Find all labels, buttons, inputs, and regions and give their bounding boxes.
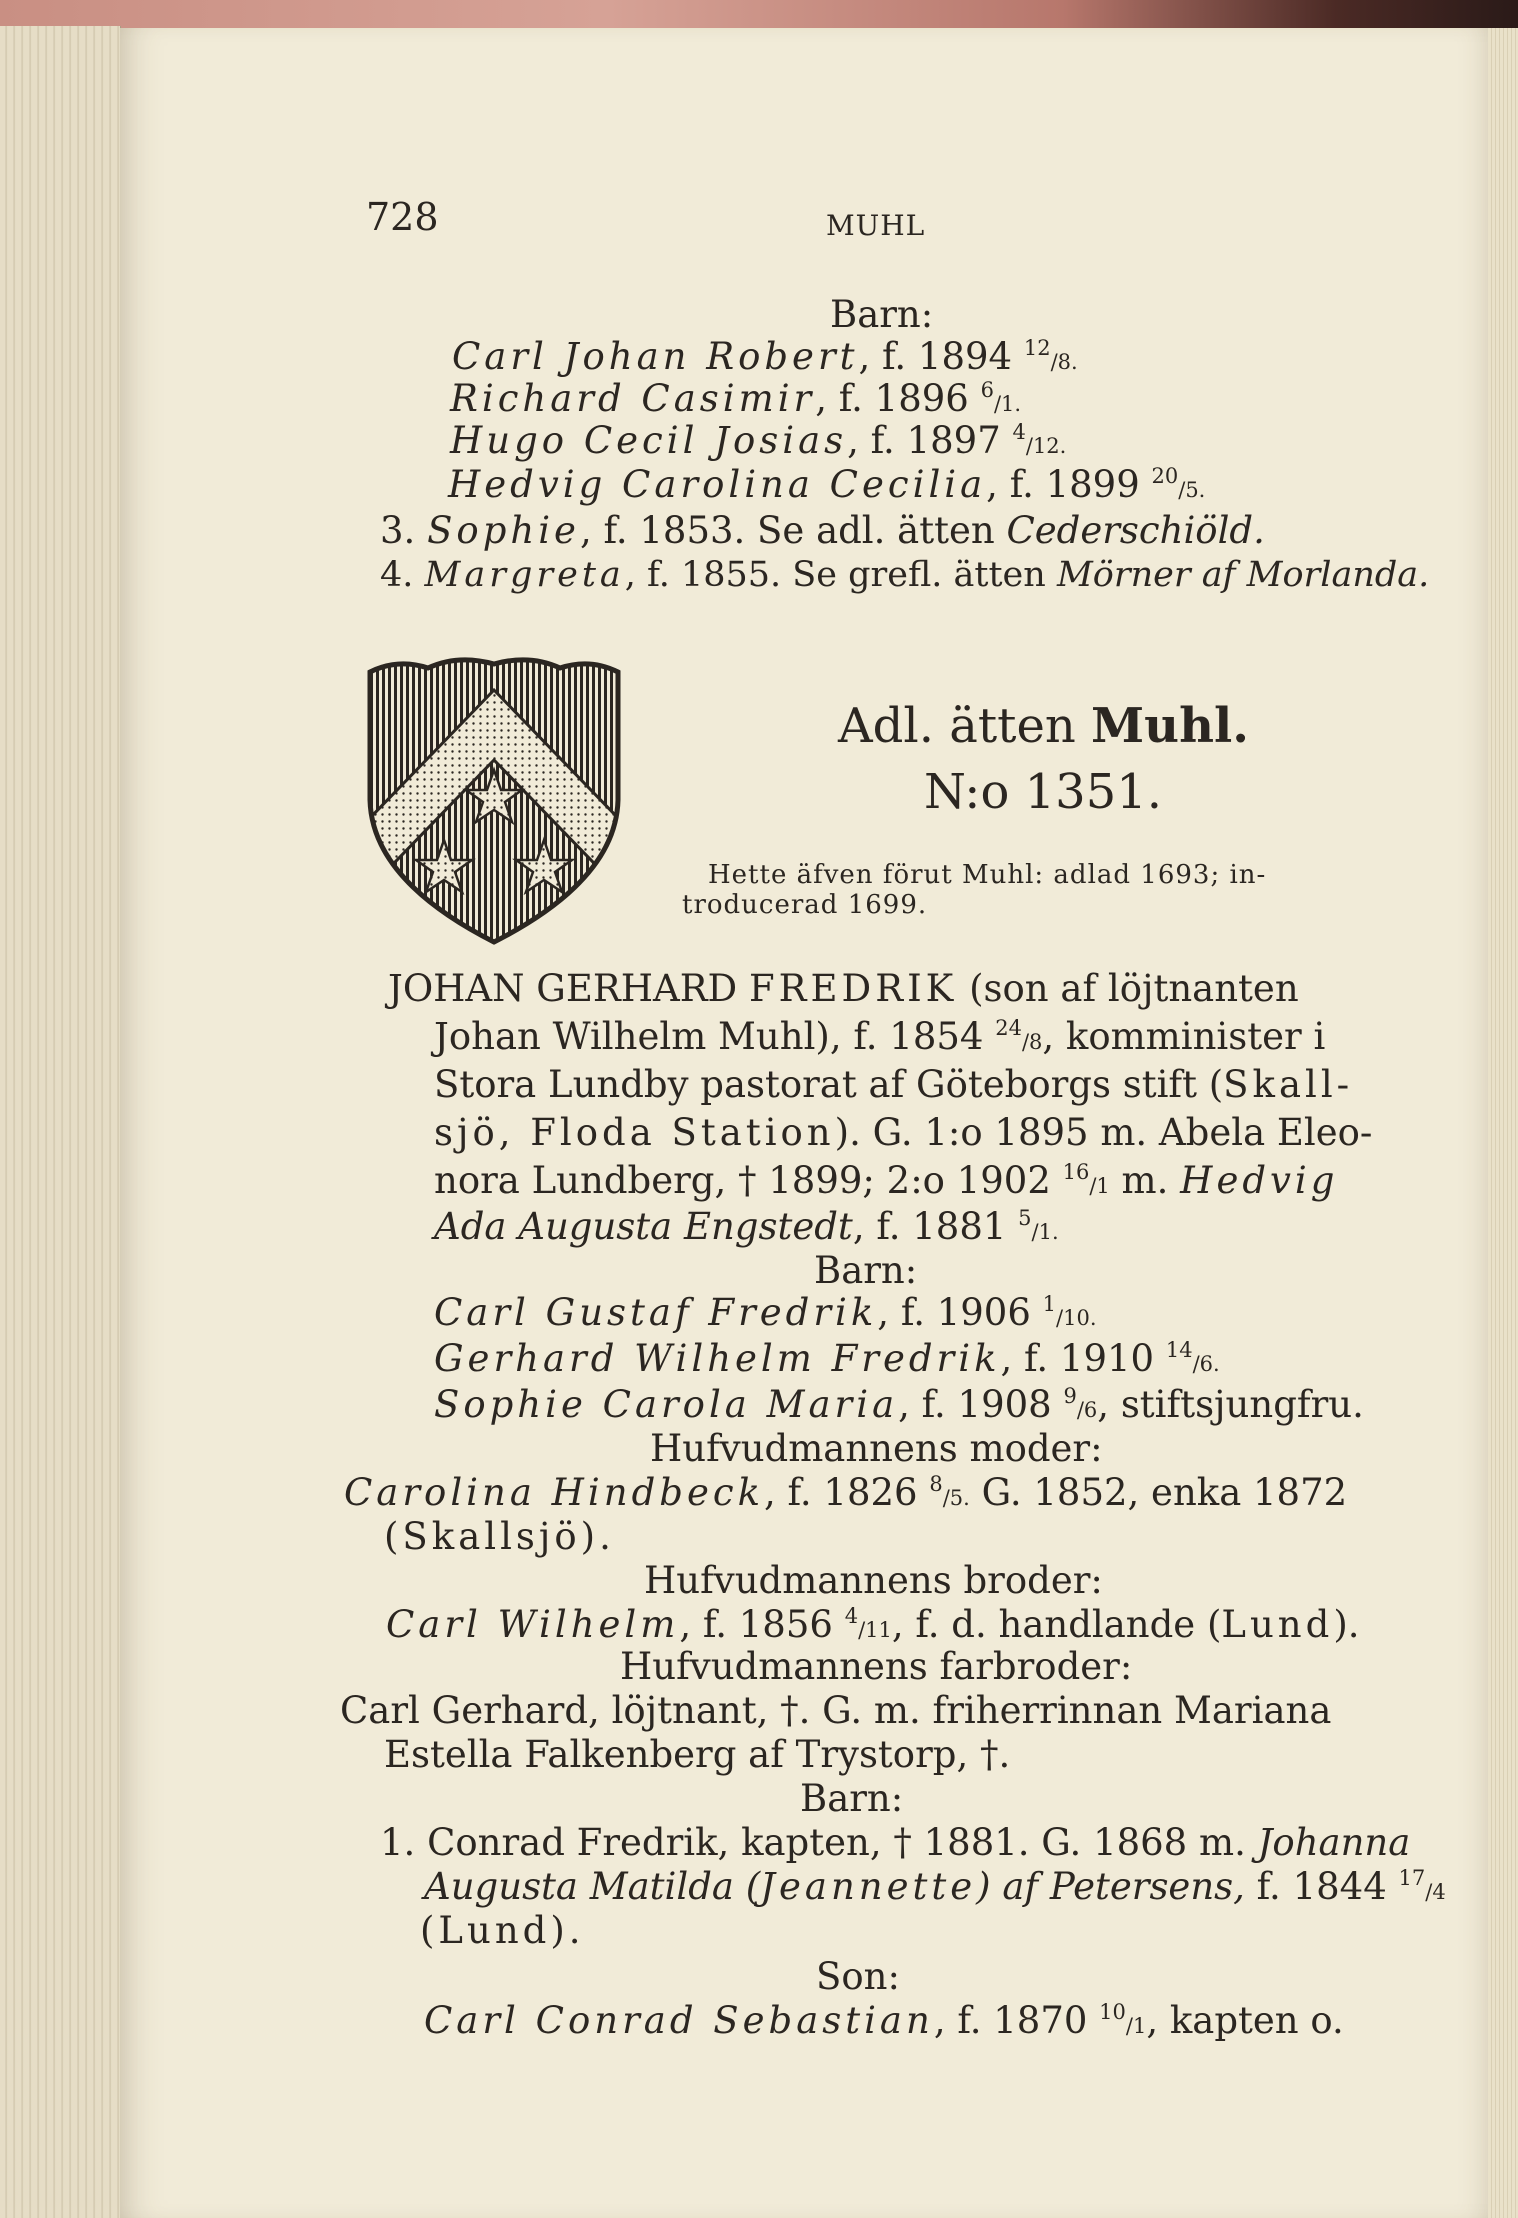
family-title: Adl. ätten Muhl. <box>838 698 1249 754</box>
entry-line: Stora Lundby pastorat af Göteborgs stift (Skall- <box>434 1063 1354 1106</box>
farbroder-line1: Carl Gerhard, löjtnant, †. G. m. friherrinnan Mariana <box>340 1689 1332 1732</box>
coat-of-arms-icon <box>358 650 630 950</box>
son-line: Carl Conrad Sebastian, f. 1870 $^{10}$/1, kapten o. <box>424 1999 1344 2042</box>
broder-label: Hufvudmannens broder: <box>644 1559 1103 1602</box>
item-3: 3. Sophie, f. 1853. Se adl. ätten Cederschiöld. <box>380 509 1265 552</box>
family-note-line2: troducerad 1699. <box>682 890 928 920</box>
family-note-line1: Hette äfven förut Muhl: adlad 1693; in- <box>708 860 1267 890</box>
running-title: MUHL <box>826 209 926 242</box>
moder-label: Hufvudmannens moder: <box>650 1427 1103 1470</box>
moder-line2: (Skallsjö). <box>384 1515 615 1558</box>
broder-line: Carl Wilhelm, f. 1856 $^4$/11, f. d. handlande (Lund). <box>386 1603 1360 1646</box>
child-row: Gerhard Wilhelm Fredrik, f. 1910 $^{14}$/6. <box>434 1337 1220 1380</box>
farbroder-label: Hufvudmannens farbroder: <box>620 1645 1133 1688</box>
entry-line: sjö, Floda Station). G. 1:o 1895 m. Abela Eleo- <box>434 1111 1373 1154</box>
son-label: Son: <box>816 1955 900 1998</box>
child-row: Carl Gustaf Fredrik, f. 1906 $^1$/10. <box>434 1291 1097 1334</box>
page-stack-right <box>1488 28 1518 2218</box>
barn3-line3: (Lund). <box>420 1909 585 1952</box>
page-stack-left <box>0 26 121 2218</box>
entry-line: nora Lundberg, † 1899; 2:o 1902 $^{16}$/1 m. Hedvig <box>434 1159 1339 1202</box>
farbroder-line2: Estella Falkenberg af Trystorp, †. <box>384 1733 1011 1776</box>
moder-line1: Carolina Hindbeck, f. 1826 $^8$/5. G. 1852, enka 1872 <box>344 1471 1348 1514</box>
child-row: Hugo Cecil Josias, f. 1897 $^4$/12. <box>450 419 1067 462</box>
barn3-line2: Augusta Matilda (Jeannette) af Petersens, f. 1844 $^{17}$/4 <box>424 1865 1446 1908</box>
entry-line: Johan Wilhelm Muhl), f. 1854 $^{24}$/8, komminister i <box>434 1015 1326 1058</box>
child-row: Carl Johan Robert, f. 1894 $^{12}$/8. <box>452 335 1078 378</box>
barn-label-3: Barn: <box>800 1777 904 1820</box>
child-row: Sophie Carola Maria, f. 1908 $^9$/6, stiftsjungfru. <box>434 1383 1364 1426</box>
page-number: 728 <box>366 195 439 239</box>
child-row: Richard Casimir, f. 1896 $^6$/1. <box>450 377 1022 420</box>
barn-label-1: Barn: <box>830 293 934 336</box>
entry-line: JOHAN GERHARD FREDRIK (son af löjtnanten <box>388 967 1299 1010</box>
barn-label-2: Barn: <box>814 1249 918 1292</box>
barn3-line1: 1. Conrad Fredrik, kapten, † 1881. G. 1868 m. Johanna <box>380 1821 1411 1864</box>
child-row: Hedvig Carolina Cecilia, f. 1899 $^{20}$/5. <box>448 463 1206 506</box>
entry-line: Ada Augusta Engstedt, f. 1881 $^5$/1. <box>434 1205 1059 1248</box>
item-4: 4. Margreta, f. 1855. Se grefl. ätten Mörner af Morlanda. <box>380 555 1430 595</box>
family-number: N:o 1351. <box>924 764 1163 820</box>
